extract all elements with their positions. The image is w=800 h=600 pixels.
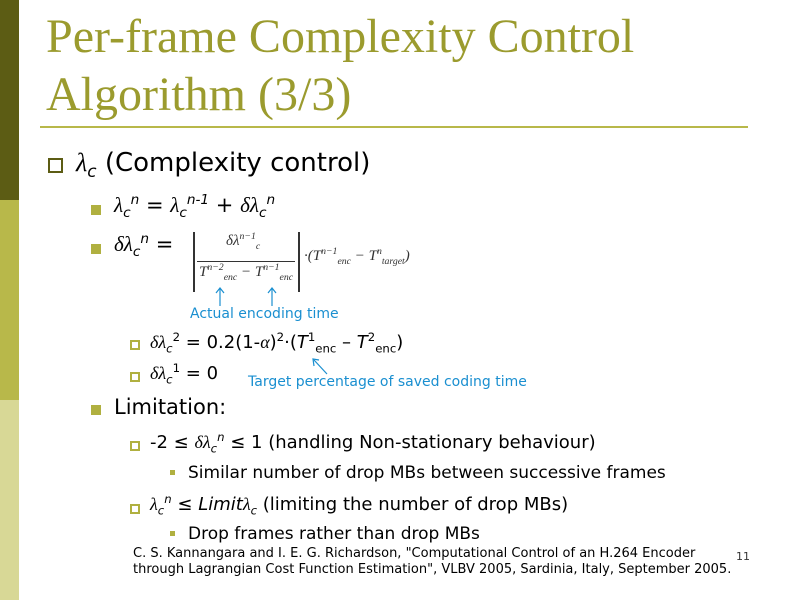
- title-line-1: Per-frame Complexity Control: [46, 10, 635, 63]
- bullet-level4-icon: [170, 531, 175, 536]
- limit-cap-detail: Drop frames rather than drop MBs: [188, 524, 480, 544]
- limit-cap-item: $\lambda_c^n$ ≤ Limitλ$_c$ (limiting the number of drop MBs): [150, 492, 569, 518]
- bullet-level2-icon: [91, 405, 101, 415]
- annotation-target-percentage: Target percentage of saved coding time: [248, 374, 527, 390]
- title-line-2: Algorithm (3/3): [46, 68, 352, 121]
- bullet-level3-icon: [130, 340, 140, 350]
- annotation-actual-encoding-time: Actual encoding time: [190, 306, 339, 322]
- equation-delta-lambda-label: $\delta\lambda_c^n$ =: [114, 231, 174, 261]
- equation-initial-delta-2: $\delta\lambda_c^2 = 0.2(1-\alpha)^2\cdot(T^1_{enc} - T^2_{enc})$: [150, 330, 404, 356]
- bullet-complexity-control: $\lambda_c$ (Complexity control): [76, 148, 371, 182]
- bullet-level4-icon: [170, 470, 175, 475]
- formula-numerator: $\delta\lambda^{n-1}_c$: [226, 231, 261, 252]
- page-number: 11: [736, 550, 750, 563]
- bullet-level3-icon: [130, 504, 140, 514]
- formula-target-term: $\cdot(T^{n-1}_{enc} - T^n_{target})$: [304, 246, 410, 267]
- equation-lambda-update: $\lambda_c^n = \lambda_c^{n-1} + \delta\lambda_c^n$: [114, 192, 276, 222]
- limit-range-item: $-2 \le \delta\lambda_c^n \le 1$ (handling Non-stationary behaviour): [150, 430, 596, 456]
- bullet-level3-icon: [130, 372, 140, 382]
- bullet-level3-icon: [130, 441, 140, 451]
- limit-range-detail: Similar number of drop MBs between successive frames: [188, 463, 666, 483]
- formula-denominator: $T^{n-2}_{enc} - T^{n-1}_{enc}$: [199, 262, 294, 283]
- limitation-heading: Limitation:: [114, 395, 227, 419]
- citation: C. S. Kannangara and I. E. G. Richardson, "Computational Control of an H.264 Encoder through Lagrangian Cost Function Estimation", VLBV 2005, Sardinia, Italy, September 2005.: [133, 546, 732, 577]
- equation-initial-delta-1: $\delta\lambda_c^1 = 0$: [150, 361, 219, 387]
